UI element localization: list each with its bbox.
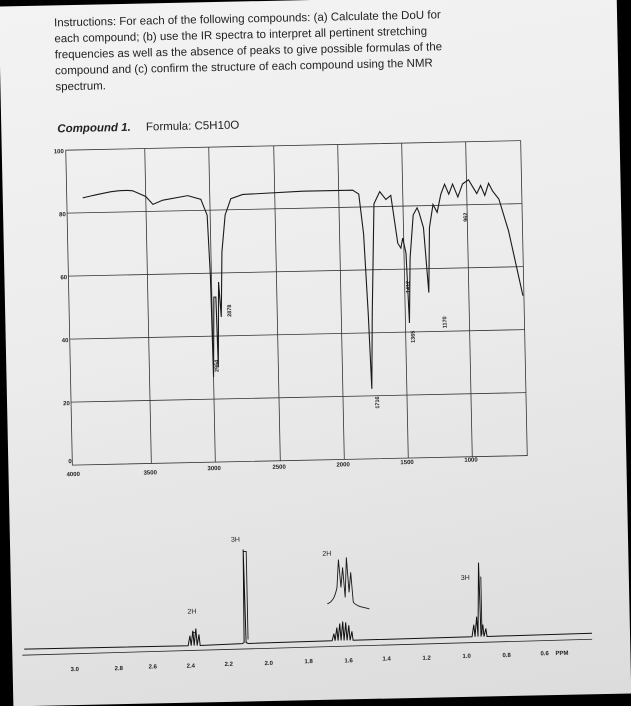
ir-peak-labels [211, 213, 473, 413]
nmr-x-tick: 2.6 [148, 664, 158, 671]
compound-name: Compound 1. [57, 121, 131, 136]
ir-x-tick: 4000 [66, 471, 80, 479]
ir-grid [66, 141, 527, 465]
formula-value: C5H10O [194, 119, 240, 133]
nmr-x-tick: 1.2 [422, 655, 431, 662]
formula-label: Formula: [145, 120, 192, 134]
ir-peak-label: 1170 [442, 316, 449, 329]
nmr-x-tick: 2.2 [224, 661, 233, 668]
ir-y-tick: 20 [63, 401, 70, 408]
ir-y-tick: 0 [68, 459, 72, 466]
ir-y-tick: 60 [60, 275, 68, 282]
ir-x-tick: 3500 [143, 470, 157, 477]
ir-spectrum [2, 129, 627, 479]
ir-peak-label: 1412 [405, 280, 412, 294]
nmr-x-axis-labels [70, 651, 568, 673]
ir-y-tick: 100 [53, 149, 64, 156]
ir-y-tick: 80 [59, 212, 66, 219]
nmr-x-tick: 3.0 [70, 667, 80, 674]
instruction-line: frequencies as well as the absence of peaks to give possible formulas of the [54, 41, 443, 62]
ir-peak-label: 962 [463, 212, 470, 222]
ir-peak-label: 2964 [214, 359, 221, 373]
ir-x-tick: 2500 [272, 464, 286, 471]
nmr-spectrum [10, 521, 631, 704]
nmr-integral-label: 2H [322, 550, 332, 558]
ir-peak-label: 2878 [227, 304, 234, 317]
instruction-line: Instructions: For each of the following compounds: (a) Calculate the DoU for [53, 9, 441, 30]
nmr-x-tick: 1.4 [382, 656, 391, 663]
nmr-x-tick: 1.8 [304, 659, 313, 666]
ir-peak-label: 1365 [410, 330, 417, 343]
nmr-integral-curves [190, 547, 482, 641]
nmr-x-tick: 2.8 [114, 666, 124, 673]
nmr-x-tick: 0.8 [502, 652, 511, 660]
ir-peak-label: 1716 [374, 396, 382, 409]
ir-y-axis-labels [54, 149, 73, 465]
nmr-x-tick: 1.0 [462, 653, 471, 660]
nmr-x-tick: 1.6 [344, 658, 353, 665]
ir-x-tick: 2000 [336, 462, 350, 469]
instruction-line: compound and (c) confirm the structure of each compound using the NMR [54, 57, 433, 78]
nmr-spectrum-trace [22, 542, 592, 649]
instructions-text [54, 6, 486, 95]
nmr-x-tick: 2.4 [186, 663, 196, 670]
ir-x-tick: 1000 [464, 457, 478, 464]
instruction-line: each compound; (b) use the IR spectra to interpret all pertinent stretching [54, 25, 428, 46]
nmr-integral-label: 3H [230, 536, 240, 544]
nmr-unit-label: PPM [555, 650, 569, 658]
ir-x-tick: 3000 [207, 465, 221, 473]
nmr-x-tick: 2.0 [264, 660, 273, 668]
compound-heading [57, 120, 239, 136]
nmr-integral-label: 3H [460, 574, 470, 582]
nmr-integral-label: 2H [187, 608, 197, 616]
nmr-x-tick: 0.6 [540, 651, 549, 658]
ir-x-tick: 1500 [400, 459, 414, 467]
instruction-line: spectrum. [55, 80, 107, 94]
ir-y-tick: 40 [61, 338, 69, 345]
